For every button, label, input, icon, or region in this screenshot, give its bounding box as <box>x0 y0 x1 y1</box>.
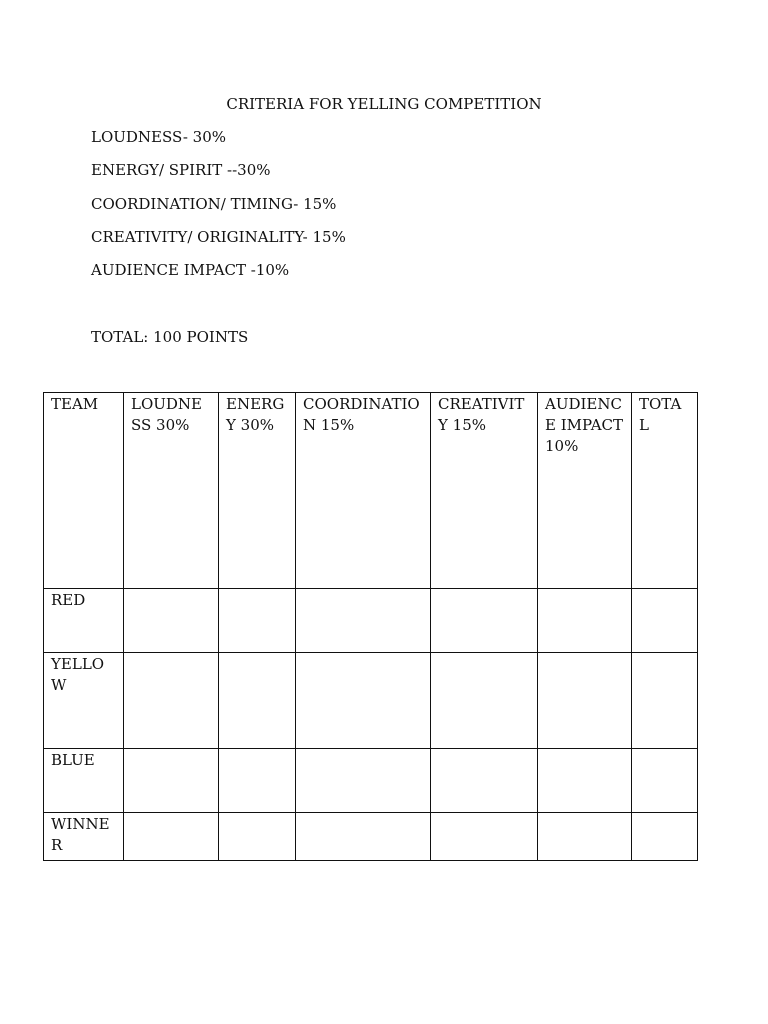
team-blue-label: BLUE <box>44 749 124 813</box>
score-cell[interactable] <box>431 749 538 813</box>
page-title: CRITERIA FOR YELLING COMPETITION <box>226 95 542 113</box>
table-row <box>44 749 698 813</box>
score-cell[interactable] <box>431 653 538 749</box>
header-coordination: COORDINATION 15% <box>296 393 431 589</box>
score-cell[interactable] <box>296 749 431 813</box>
score-cell[interactable] <box>296 589 431 653</box>
criterion-coordination: COORDINATION/ TIMING- 15% <box>91 195 337 213</box>
score-cell[interactable] <box>124 813 219 861</box>
header-energy: ENERGY 30% <box>219 393 296 589</box>
total-cell[interactable] <box>632 589 698 653</box>
score-cell[interactable] <box>538 813 632 861</box>
score-cell[interactable] <box>124 653 219 749</box>
score-cell[interactable] <box>219 749 296 813</box>
team-red-label: RED <box>44 589 124 653</box>
table-row <box>44 653 698 749</box>
score-cell[interactable] <box>219 589 296 653</box>
total-cell[interactable] <box>632 749 698 813</box>
table-row <box>44 813 698 861</box>
header-loudness: LOUDNESS 30% <box>124 393 219 589</box>
total-cell[interactable] <box>632 813 698 861</box>
criterion-loudness: LOUDNESS- 30% <box>91 128 227 146</box>
score-cell[interactable] <box>219 653 296 749</box>
criterion-audience-impact: AUDIENCE IMPACT -10% <box>91 261 290 279</box>
score-cell[interactable] <box>219 813 296 861</box>
team-yellow-label: YELLOW <box>44 653 124 749</box>
table-header-row <box>44 393 698 589</box>
total-cell[interactable] <box>632 653 698 749</box>
total-points: TOTAL: 100 POINTS <box>91 328 249 346</box>
score-cell[interactable] <box>296 813 431 861</box>
score-cell[interactable] <box>124 589 219 653</box>
winner-label: WINNER <box>44 813 124 861</box>
criterion-energy: ENERGY/ SPIRIT --30% <box>91 161 271 179</box>
header-total: TOTAL <box>632 393 698 589</box>
header-audience-impact: AUDIENCE IMPACT 10% <box>538 393 632 589</box>
score-cell[interactable] <box>296 653 431 749</box>
score-cell[interactable] <box>538 589 632 653</box>
score-cell[interactable] <box>538 749 632 813</box>
score-cell[interactable] <box>124 749 219 813</box>
header-team: TEAM <box>44 393 124 589</box>
header-creativity: CREATIVITY 15% <box>431 393 538 589</box>
score-cell[interactable] <box>431 589 538 653</box>
criterion-creativity: CREATIVITY/ ORIGINALITY- 15% <box>91 228 346 246</box>
score-cell[interactable] <box>431 813 538 861</box>
table-row <box>44 589 698 653</box>
score-table <box>43 392 698 861</box>
score-cell[interactable] <box>538 653 632 749</box>
